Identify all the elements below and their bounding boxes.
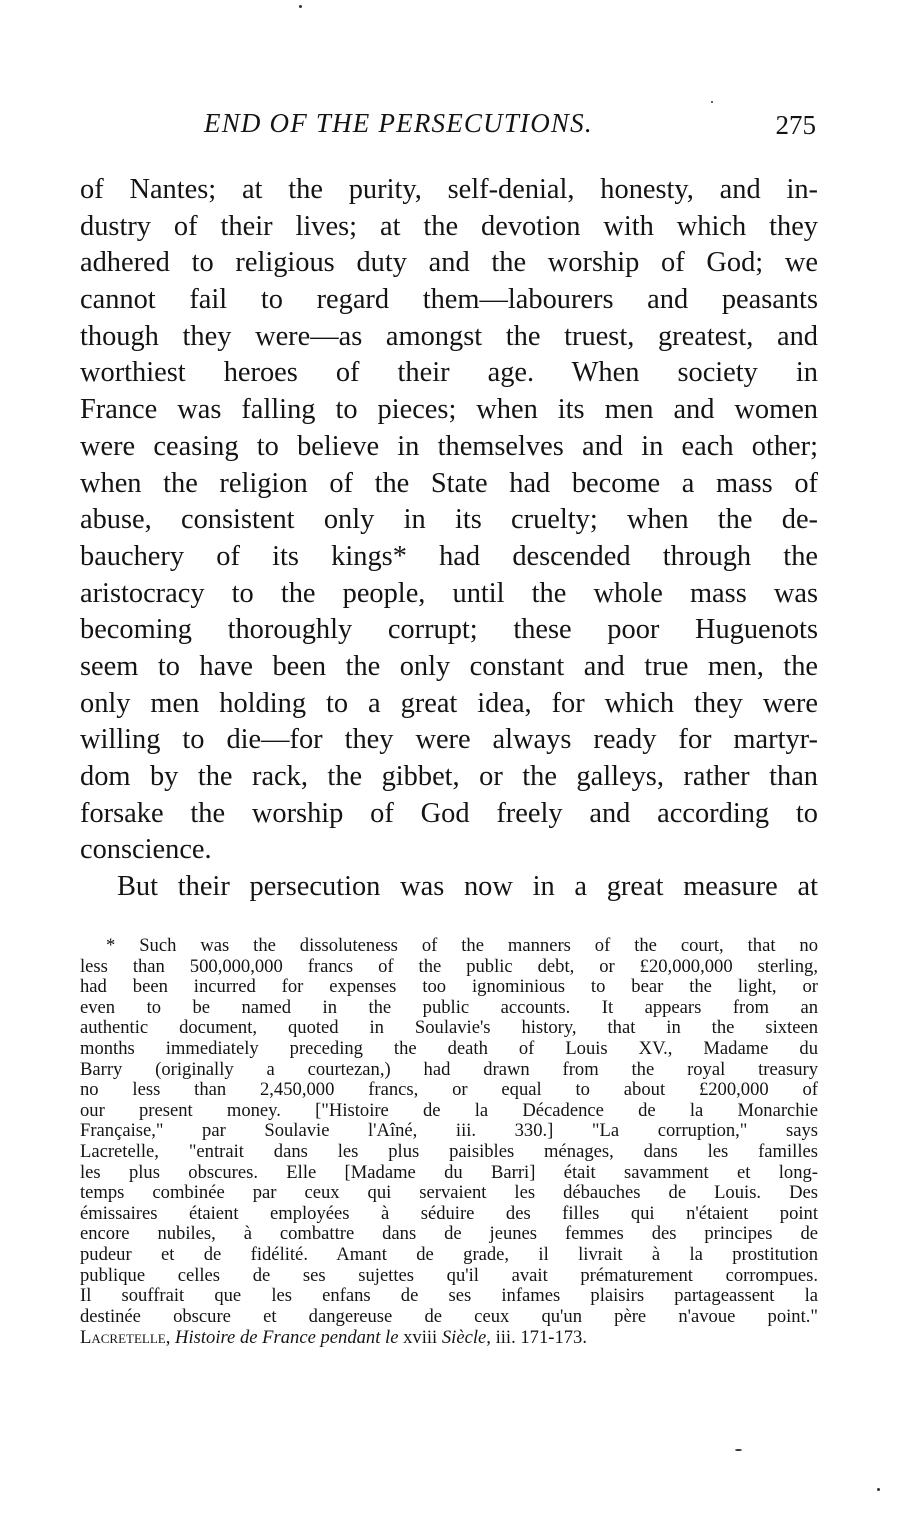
ink-speck bbox=[299, 5, 302, 8]
footnote-line: Il souffrait que les enfans de ses infames plaisirs partageassent la bbox=[80, 1285, 818, 1307]
footnote-line: no less than 2,450,000 francs, or equal to about £200,000 of bbox=[80, 1079, 818, 1101]
footnote-line: les plus obscures. Elle [Madame du Barri] était savamment et long- bbox=[80, 1161, 818, 1183]
footnote-line: authentic document, quoted in Soulavie's history, that in the sixteen bbox=[80, 1017, 818, 1039]
body-line: willing to die—for they were always ready for martyr- bbox=[80, 724, 818, 756]
footnote-line: pudeur et de fidélité. Amant de grade, il livrait à la prostitution bbox=[80, 1243, 818, 1265]
footnote-line: encore nubiles, à combattre dans de jeunes femmes des principes de bbox=[80, 1223, 818, 1245]
body-line: conscience. bbox=[80, 834, 212, 866]
body-line: forsake the worship of God freely and according to bbox=[80, 797, 818, 829]
body-line: dom by the rack, the gibbet, or the galleys, rather than bbox=[80, 761, 818, 792]
page-number: 275 bbox=[775, 110, 816, 140]
footnote-citation bbox=[80, 1327, 818, 1348]
footnote-line: destinée obscure et dangereuse de ceux qu'un père n'avoue point." bbox=[80, 1305, 818, 1327]
footnote-line: had been incurred for expenses too ignominious to bear the light, or bbox=[80, 976, 818, 998]
body-line: worthiest heroes of their age. When society in bbox=[80, 357, 818, 389]
body-line: abuse, consistent only in its cruelty; when the de- bbox=[80, 504, 818, 536]
running-head bbox=[200, 108, 820, 148]
footnote-line: months immediately preceding the death of Louis XV., Madame du bbox=[80, 1037, 818, 1059]
paragraph-start-line: But their persecution was now in a great measure at bbox=[117, 871, 818, 903]
ink-speck bbox=[735, 1449, 742, 1451]
body-line: dustry of their lives; at the devotion with which they bbox=[80, 210, 818, 242]
body-line: only men holding to a great idea, for which they were bbox=[80, 687, 818, 719]
footnote-line: Barry (originally a courtezan,) had drawn from the royal treasury bbox=[80, 1058, 818, 1080]
footnote-line: less than 500,000,000 francs of the public debt, or £20,000,000 sterling, bbox=[80, 955, 818, 977]
citation-author: Lacretelle, bbox=[80, 1327, 171, 1349]
body-line: bauchery of its kings* had descended through the bbox=[80, 540, 818, 572]
body-line: becoming thoroughly corrupt; these poor Huguenots bbox=[80, 614, 818, 646]
body-line: France was falling to pieces; when its men and women bbox=[80, 394, 818, 426]
running-title: END OF THE PERSECUTIONS. bbox=[204, 108, 593, 138]
body-line: seem to have been the only constant and true men, the bbox=[80, 650, 818, 682]
citation-pages: iii. 171-173. bbox=[495, 1327, 587, 1349]
footnote-line: our present money. ["Histoire de la Décadence de la Monarchie bbox=[80, 1099, 818, 1121]
body-line: aristocracy to the people, until the whole mass was bbox=[80, 577, 818, 609]
ink-speck bbox=[877, 1488, 880, 1491]
citation-word: Siècle, bbox=[441, 1327, 491, 1349]
body-line: when the religion of the State had become a mass of bbox=[80, 467, 818, 499]
citation-title: Histoire de France pendant le bbox=[175, 1327, 399, 1349]
footnote-line: * Such was the dissoluteness of the manners of the court, that no bbox=[106, 935, 818, 956]
body-text bbox=[80, 172, 818, 906]
ink-speck bbox=[711, 101, 713, 103]
body-line: of Nantes; at the purity, self-denial, honesty, and in- bbox=[80, 174, 818, 205]
footnote bbox=[80, 936, 818, 1348]
footnote-line: even to be named in the public accounts. It appears from an bbox=[80, 996, 818, 1018]
footnote-line: Lacretelle, "entrait dans les plus paisibles ménages, dans les familles bbox=[80, 1140, 818, 1162]
footnote-line: publique celles de ses sujettes qu'il avait prématurement corrompues. bbox=[80, 1264, 818, 1286]
body-line: though they were—as amongst the truest, greatest, and bbox=[80, 320, 818, 352]
citation-century: xviii bbox=[403, 1327, 438, 1349]
footnote-line: Française," par Soulavie l'Aîné, iii. 330.] "La corruption," says bbox=[80, 1120, 818, 1142]
body-line: cannot fail to regard them—labourers and peasants bbox=[80, 284, 818, 316]
footnote-line: temps combinée par ceux qui servaient les débauches de Louis. Des bbox=[80, 1182, 818, 1204]
body-line: adhered to religious duty and the worship of God; we bbox=[80, 247, 818, 279]
footnote-line: émissaires étaient employées à séduire des filles qui n'étaient point bbox=[80, 1202, 818, 1224]
body-line: were ceasing to believe in themselves and in each other; bbox=[80, 430, 818, 462]
